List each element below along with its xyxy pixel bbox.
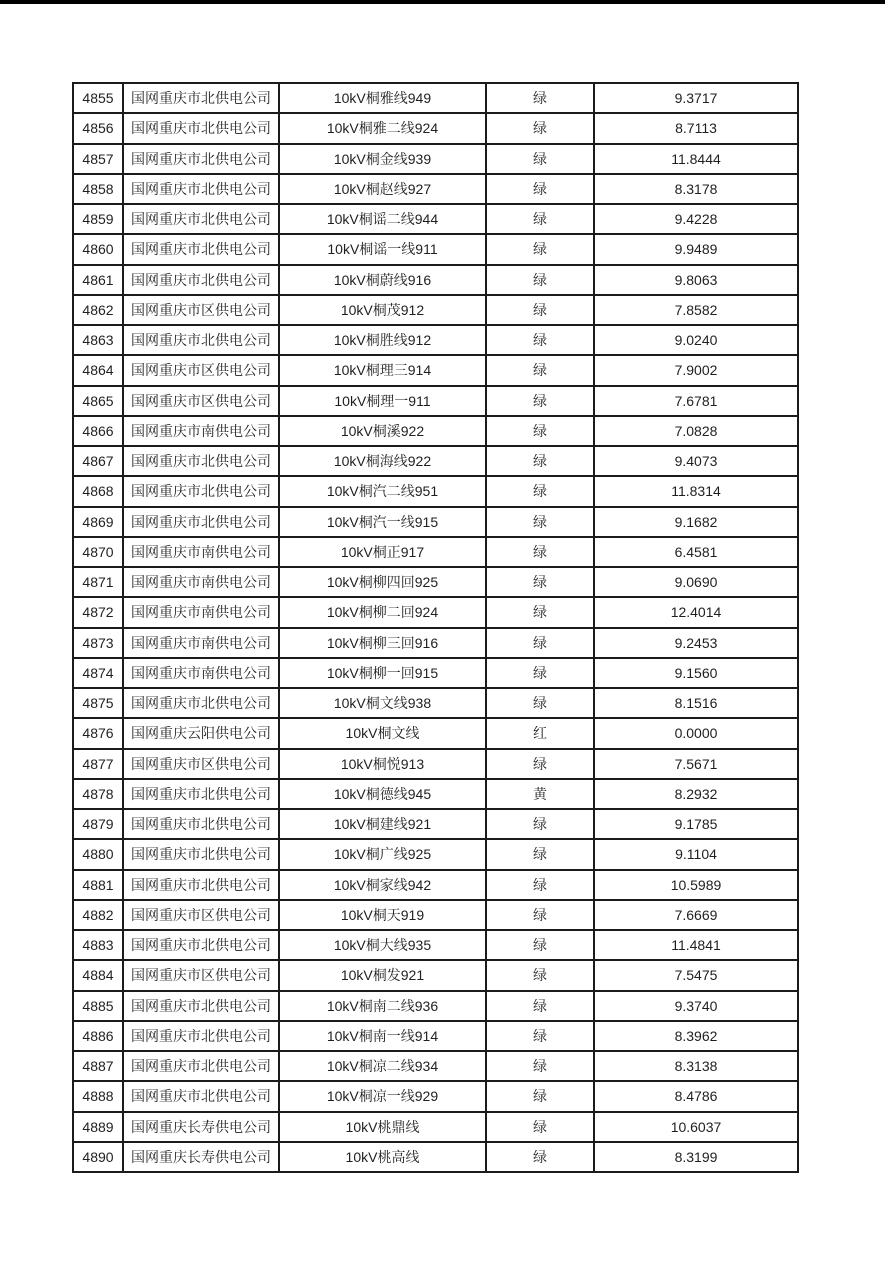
status-color-cell: 绿: [486, 749, 594, 779]
row-number-cell: 4856: [73, 113, 123, 143]
company-name-cell: 国网重庆市南供电公司: [123, 658, 279, 688]
row-number-cell: 4869: [73, 507, 123, 537]
metric-value-cell: 9.1560: [594, 658, 798, 688]
line-name-cell: 10kV桐雅线949: [279, 83, 486, 113]
table-row: [73, 688, 798, 718]
company-name-cell: 国网重庆市区供电公司: [123, 900, 279, 930]
company-name-cell: 国网重庆市北供电公司: [123, 839, 279, 869]
status-color-cell: 绿: [486, 507, 594, 537]
status-color-cell: 绿: [486, 355, 594, 385]
table-row: [73, 355, 798, 385]
line-name-cell: 10kV桐胜线912: [279, 325, 486, 355]
table-row: [73, 870, 798, 900]
row-number-cell: 4860: [73, 234, 123, 264]
row-number-cell: 4867: [73, 446, 123, 476]
line-name-cell: 10kV桐文线938: [279, 688, 486, 718]
row-number-cell: 4878: [73, 779, 123, 809]
metric-value-cell: 9.2453: [594, 628, 798, 658]
company-name-cell: 国网重庆市北供电公司: [123, 83, 279, 113]
metric-value-cell: 8.1516: [594, 688, 798, 718]
status-color-cell: 绿: [486, 567, 594, 597]
table-row: [73, 1051, 798, 1081]
company-name-cell: 国网重庆长寿供电公司: [123, 1142, 279, 1172]
table-row: [73, 1142, 798, 1172]
status-color-cell: 绿: [486, 446, 594, 476]
company-name-cell: 国网重庆市北供电公司: [123, 265, 279, 295]
company-name-cell: 国网重庆长寿供电公司: [123, 1112, 279, 1142]
line-name-cell: 10kV桐建线921: [279, 809, 486, 839]
status-color-cell: 绿: [486, 1081, 594, 1111]
status-color-cell: 绿: [486, 416, 594, 446]
row-number-cell: 4866: [73, 416, 123, 446]
status-color-cell: 绿: [486, 113, 594, 143]
status-color-cell: 绿: [486, 839, 594, 869]
row-number-cell: 4881: [73, 870, 123, 900]
table-row: [73, 144, 798, 174]
status-color-cell: 绿: [486, 688, 594, 718]
document-page: [72, 82, 799, 1173]
company-name-cell: 国网重庆市北供电公司: [123, 991, 279, 1021]
company-name-cell: 国网重庆市北供电公司: [123, 476, 279, 506]
power-line-table: [72, 82, 799, 1173]
metric-value-cell: 7.9002: [594, 355, 798, 385]
metric-value-cell: 7.6669: [594, 900, 798, 930]
status-color-cell: 绿: [486, 1021, 594, 1051]
metric-value-cell: 9.1785: [594, 809, 798, 839]
row-number-cell: 4890: [73, 1142, 123, 1172]
row-number-cell: 4871: [73, 567, 123, 597]
row-number-cell: 4886: [73, 1021, 123, 1051]
metric-value-cell: 0.0000: [594, 718, 798, 748]
line-name-cell: 10kV桐柳二回924: [279, 597, 486, 627]
status-color-cell: 绿: [486, 628, 594, 658]
status-color-cell: 绿: [486, 83, 594, 113]
company-name-cell: 国网重庆市区供电公司: [123, 355, 279, 385]
table-row: [73, 446, 798, 476]
status-color-cell: 黄: [486, 779, 594, 809]
table-row: [73, 658, 798, 688]
row-number-cell: 4863: [73, 325, 123, 355]
metric-value-cell: 6.4581: [594, 537, 798, 567]
table-row: [73, 749, 798, 779]
line-name-cell: 10kV桃高线: [279, 1142, 486, 1172]
line-name-cell: 10kV桐雅二线924: [279, 113, 486, 143]
status-color-cell: 绿: [486, 991, 594, 1021]
company-name-cell: 国网重庆市北供电公司: [123, 809, 279, 839]
company-name-cell: 国网重庆市南供电公司: [123, 597, 279, 627]
status-color-cell: 绿: [486, 900, 594, 930]
status-color-cell: 绿: [486, 1142, 594, 1172]
company-name-cell: 国网重庆市区供电公司: [123, 749, 279, 779]
company-name-cell: 国网重庆云阳供电公司: [123, 718, 279, 748]
status-color-cell: 绿: [486, 476, 594, 506]
line-name-cell: 10kV桃鼎线: [279, 1112, 486, 1142]
company-name-cell: 国网重庆市北供电公司: [123, 144, 279, 174]
row-number-cell: 4882: [73, 900, 123, 930]
status-color-cell: 绿: [486, 930, 594, 960]
line-name-cell: 10kV桐柳四回925: [279, 567, 486, 597]
company-name-cell: 国网重庆市北供电公司: [123, 234, 279, 264]
table-row: [73, 567, 798, 597]
metric-value-cell: 8.2932: [594, 779, 798, 809]
table-row: [73, 83, 798, 113]
table-row: [73, 507, 798, 537]
line-name-cell: 10kV桐德线945: [279, 779, 486, 809]
status-color-cell: 绿: [486, 174, 594, 204]
line-name-cell: 10kV桐汽二线951: [279, 476, 486, 506]
line-name-cell: 10kV桐文线: [279, 718, 486, 748]
line-name-cell: 10kV桐广线925: [279, 839, 486, 869]
status-color-cell: 绿: [486, 325, 594, 355]
row-number-cell: 4874: [73, 658, 123, 688]
table-row: [73, 416, 798, 446]
metric-value-cell: 10.6037: [594, 1112, 798, 1142]
metric-value-cell: 12.4014: [594, 597, 798, 627]
status-color-cell: 绿: [486, 265, 594, 295]
metric-value-cell: 8.3138: [594, 1051, 798, 1081]
company-name-cell: 国网重庆市南供电公司: [123, 567, 279, 597]
metric-value-cell: 9.8063: [594, 265, 798, 295]
row-number-cell: 4855: [73, 83, 123, 113]
metric-value-cell: 9.4073: [594, 446, 798, 476]
company-name-cell: 国网重庆市区供电公司: [123, 295, 279, 325]
line-name-cell: 10kV桐发921: [279, 960, 486, 990]
row-number-cell: 4870: [73, 537, 123, 567]
status-color-cell: 绿: [486, 386, 594, 416]
company-name-cell: 国网重庆市北供电公司: [123, 1021, 279, 1051]
line-name-cell: 10kV桐赵线927: [279, 174, 486, 204]
row-number-cell: 4873: [73, 628, 123, 658]
row-number-cell: 4872: [73, 597, 123, 627]
metric-value-cell: 8.4786: [594, 1081, 798, 1111]
status-color-cell: 绿: [486, 658, 594, 688]
company-name-cell: 国网重庆市北供电公司: [123, 325, 279, 355]
table-row: [73, 174, 798, 204]
row-number-cell: 4876: [73, 718, 123, 748]
line-name-cell: 10kV桐正917: [279, 537, 486, 567]
metric-value-cell: 9.0240: [594, 325, 798, 355]
status-color-cell: 绿: [486, 204, 594, 234]
table-row: [73, 628, 798, 658]
table-row: [73, 718, 798, 748]
line-name-cell: 10kV桐凉一线929: [279, 1081, 486, 1111]
metric-value-cell: 8.3199: [594, 1142, 798, 1172]
line-name-cell: 10kV桐蔚线916: [279, 265, 486, 295]
company-name-cell: 国网重庆市北供电公司: [123, 779, 279, 809]
table-row: [73, 537, 798, 567]
line-name-cell: 10kV桐南二线936: [279, 991, 486, 1021]
row-number-cell: 4861: [73, 265, 123, 295]
row-number-cell: 4879: [73, 809, 123, 839]
line-name-cell: 10kV桐溪922: [279, 416, 486, 446]
table-row: [73, 1112, 798, 1142]
table-row: [73, 839, 798, 869]
metric-value-cell: 11.8314: [594, 476, 798, 506]
company-name-cell: 国网重庆市北供电公司: [123, 688, 279, 718]
row-number-cell: 4877: [73, 749, 123, 779]
row-number-cell: 4858: [73, 174, 123, 204]
status-color-cell: 绿: [486, 144, 594, 174]
company-name-cell: 国网重庆市北供电公司: [123, 507, 279, 537]
table-row: [73, 265, 798, 295]
line-name-cell: 10kV桐凉二线934: [279, 1051, 486, 1081]
line-name-cell: 10kV桐悦913: [279, 749, 486, 779]
table-row: [73, 204, 798, 234]
row-number-cell: 4859: [73, 204, 123, 234]
line-name-cell: 10kV桐理三914: [279, 355, 486, 385]
line-name-cell: 10kV桐金线939: [279, 144, 486, 174]
metric-value-cell: 9.1104: [594, 839, 798, 869]
status-color-cell: 绿: [486, 1051, 594, 1081]
metric-value-cell: 10.5989: [594, 870, 798, 900]
table-row: [73, 597, 798, 627]
table-row: [73, 476, 798, 506]
metric-value-cell: 8.3962: [594, 1021, 798, 1051]
status-color-cell: 绿: [486, 537, 594, 567]
row-number-cell: 4864: [73, 355, 123, 385]
company-name-cell: 国网重庆市北供电公司: [123, 1081, 279, 1111]
metric-value-cell: 9.3740: [594, 991, 798, 1021]
status-color-cell: 绿: [486, 597, 594, 627]
metric-value-cell: 9.1682: [594, 507, 798, 537]
metric-value-cell: 11.4841: [594, 930, 798, 960]
line-name-cell: 10kV桐柳三回916: [279, 628, 486, 658]
row-number-cell: 4862: [73, 295, 123, 325]
table-row: [73, 991, 798, 1021]
table-row: [73, 900, 798, 930]
line-name-cell: 10kV桐谣一线911: [279, 234, 486, 264]
table-row: [73, 113, 798, 143]
status-color-cell: 绿: [486, 234, 594, 264]
line-name-cell: 10kV桐理一911: [279, 386, 486, 416]
row-number-cell: 4868: [73, 476, 123, 506]
row-number-cell: 4885: [73, 991, 123, 1021]
table-row: [73, 234, 798, 264]
company-name-cell: 国网重庆市南供电公司: [123, 537, 279, 567]
company-name-cell: 国网重庆市北供电公司: [123, 870, 279, 900]
company-name-cell: 国网重庆市区供电公司: [123, 386, 279, 416]
status-color-cell: 绿: [486, 960, 594, 990]
line-name-cell: 10kV桐南一线914: [279, 1021, 486, 1051]
company-name-cell: 国网重庆市北供电公司: [123, 1051, 279, 1081]
company-name-cell: 国网重庆市北供电公司: [123, 446, 279, 476]
row-number-cell: 4865: [73, 386, 123, 416]
company-name-cell: 国网重庆市北供电公司: [123, 204, 279, 234]
line-name-cell: 10kV桐汽一线915: [279, 507, 486, 537]
table-body: [73, 83, 798, 1172]
metric-value-cell: 8.7113: [594, 113, 798, 143]
status-color-cell: 绿: [486, 295, 594, 325]
company-name-cell: 国网重庆市北供电公司: [123, 174, 279, 204]
table-row: [73, 779, 798, 809]
table-row: [73, 809, 798, 839]
company-name-cell: 国网重庆市北供电公司: [123, 930, 279, 960]
row-number-cell: 4889: [73, 1112, 123, 1142]
metric-value-cell: 9.9489: [594, 234, 798, 264]
metric-value-cell: 7.0828: [594, 416, 798, 446]
row-number-cell: 4887: [73, 1051, 123, 1081]
metric-value-cell: 9.4228: [594, 204, 798, 234]
status-color-cell: 绿: [486, 870, 594, 900]
row-number-cell: 4884: [73, 960, 123, 990]
table-row: [73, 930, 798, 960]
line-name-cell: 10kV桐海线922: [279, 446, 486, 476]
table-row: [73, 295, 798, 325]
row-number-cell: 4857: [73, 144, 123, 174]
company-name-cell: 国网重庆市南供电公司: [123, 628, 279, 658]
status-color-cell: 红: [486, 718, 594, 748]
table-row: [73, 386, 798, 416]
status-color-cell: 绿: [486, 1112, 594, 1142]
metric-value-cell: 7.5671: [594, 749, 798, 779]
row-number-cell: 4880: [73, 839, 123, 869]
status-color-cell: 绿: [486, 809, 594, 839]
metric-value-cell: 9.0690: [594, 567, 798, 597]
line-name-cell: 10kV桐天919: [279, 900, 486, 930]
metric-value-cell: 11.8444: [594, 144, 798, 174]
table-row: [73, 1021, 798, 1051]
line-name-cell: 10kV桐谣二线944: [279, 204, 486, 234]
metric-value-cell: 8.3178: [594, 174, 798, 204]
company-name-cell: 国网重庆市北供电公司: [123, 113, 279, 143]
metric-value-cell: 9.3717: [594, 83, 798, 113]
table-row: [73, 325, 798, 355]
line-name-cell: 10kV桐柳一回915: [279, 658, 486, 688]
metric-value-cell: 7.6781: [594, 386, 798, 416]
company-name-cell: 国网重庆市南供电公司: [123, 416, 279, 446]
scan-edge-bar: [0, 0, 885, 4]
row-number-cell: 4875: [73, 688, 123, 718]
line-name-cell: 10kV桐大线935: [279, 930, 486, 960]
metric-value-cell: 7.8582: [594, 295, 798, 325]
line-name-cell: 10kV桐家线942: [279, 870, 486, 900]
row-number-cell: 4888: [73, 1081, 123, 1111]
line-name-cell: 10kV桐茂912: [279, 295, 486, 325]
row-number-cell: 4883: [73, 930, 123, 960]
table-row: [73, 1081, 798, 1111]
company-name-cell: 国网重庆市区供电公司: [123, 960, 279, 990]
table-row: [73, 960, 798, 990]
metric-value-cell: 7.5475: [594, 960, 798, 990]
